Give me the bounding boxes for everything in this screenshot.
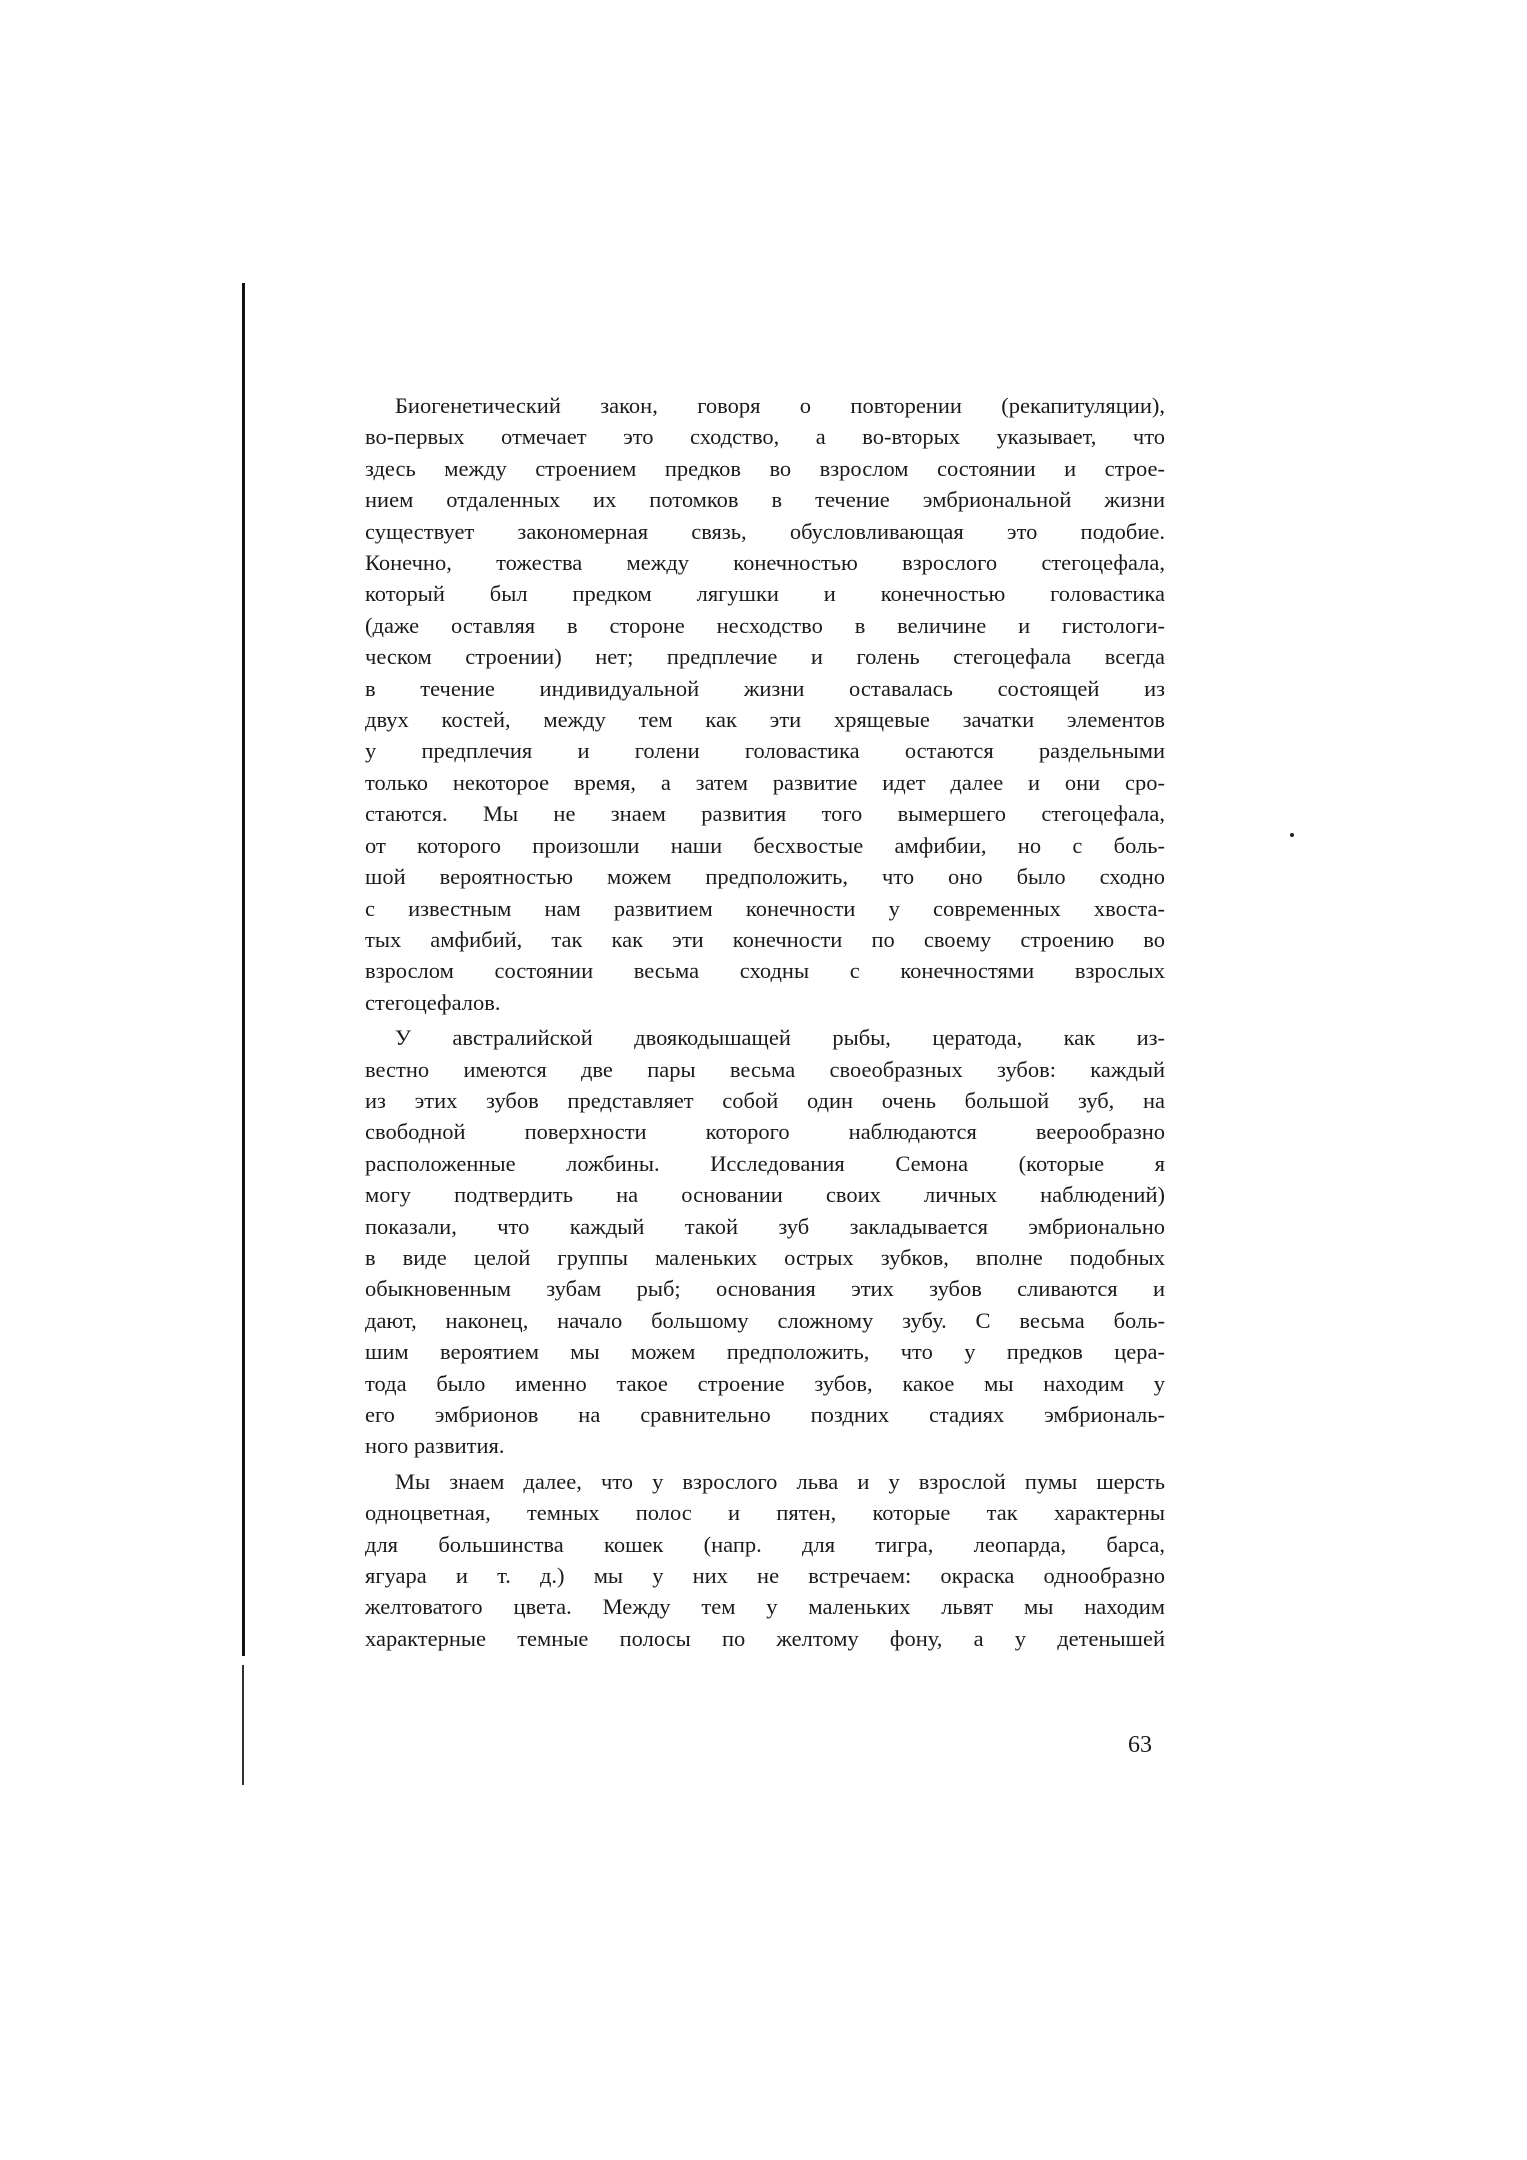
text-line: У австралийской двоякодышащей рыбы, цератода, как из- — [395, 1025, 1165, 1051]
text-line: стегоцефалов. — [365, 989, 501, 1015]
text-line: в течение индивидуальной жизни оставалась состоящей из — [365, 675, 1165, 701]
binding-edge-line-lower — [242, 1665, 244, 1785]
text-line: шой вероятностью можем предположить, что оно было сходно — [365, 864, 1165, 890]
text-line: двух костей, между тем как эти хрящевые зачатки элементов — [365, 707, 1165, 733]
text-line: ческом строении) нет; предплечие и голень стегоцефала всегда — [365, 644, 1165, 670]
text-line: могу подтвердить на основании своих личных наблюдений) — [365, 1182, 1165, 1208]
text-line: вестно имеются две пары весьма своеобразных зубов: каждый — [365, 1056, 1165, 1082]
text-line: существует закономерная связь, обусловливающая это подобие. — [365, 518, 1165, 544]
text-line: от которого произошли наши бесхвостые амфибии, но с боль- — [365, 832, 1165, 858]
text-line: дают, наконец, начало большому сложному зубу. С весьма боль- — [365, 1307, 1165, 1333]
text-line: только некоторое время, а затем развитие идет далее и они сро- — [365, 769, 1165, 795]
text-line: характерные темные полосы по желтому фону, а у детенышей — [365, 1625, 1165, 1651]
text-line: Биогенетический закон, говоря о повторении (рекапитуляции), — [395, 393, 1165, 418]
text-line: нием отдаленных их потомков в течение эмбриональной жизни — [365, 487, 1165, 513]
page-number: 63 — [1128, 1732, 1152, 1758]
text-line: который был предком лягушки и конечностью головастика — [365, 581, 1165, 607]
text-line: для большинства кошек (напр. для тигра, леопарда, барса, — [365, 1531, 1165, 1557]
paragraph-2 — [365, 1022, 1165, 1462]
print-speck — [1290, 833, 1294, 837]
body-text — [365, 390, 1165, 1658]
text-line: его эмбрионов на сравнительно поздних стадиях эмбриональ- — [365, 1402, 1165, 1427]
text-line: в виде целой группы маленьких острых зубков, вполне подобных — [365, 1244, 1165, 1270]
text-line: с известным нам развитием конечности у современных хвоста- — [365, 895, 1165, 921]
text-line: свободной поверхности которого наблюдаются веерообразно — [365, 1119, 1165, 1145]
text-line: тода было именно такое строение зубов, какое мы находим у — [365, 1370, 1165, 1396]
text-line: обыкновенным зубам рыб; основания этих зубов сливаются и — [365, 1276, 1165, 1302]
text-line: из этих зубов представляет собой один очень большой зуб, на — [365, 1087, 1165, 1113]
text-line: Мы знаем далее, что у взрослого льва и у взрослой пумы шерсть — [395, 1468, 1165, 1494]
text-line: взрослом состоянии весьма сходны с конечностями взрослых — [365, 958, 1165, 984]
text-line: (даже оставляя в стороне несходство в величине и гистологи- — [365, 612, 1165, 638]
text-line: ного развития. — [365, 1433, 505, 1459]
binding-edge-line — [242, 283, 245, 1656]
text-line: у предплечия и голени головастика остаются раздельными — [365, 738, 1165, 764]
text-line: стаются. Мы не знаем развития того вымершего стегоцефала, — [365, 801, 1165, 827]
text-line: одноцветная, темных полос и пятен, которые так характерны — [365, 1500, 1165, 1526]
text-line: ягуара и т. д.) мы у них не встречаем: окраска однообразно — [365, 1563, 1165, 1589]
text-line: Конечно, тожества между конечностью взрослого стегоцефала, — [365, 550, 1165, 576]
text-line: расположенные ложбины. Исследования Семона (которые я — [365, 1150, 1165, 1176]
text-line: желтоватого цвета. Между тем у маленьких львят мы находим — [365, 1594, 1165, 1620]
text-line: показали, что каждый такой зуб закладывается эмбрионально — [365, 1213, 1165, 1239]
text-line: здесь между строением предков во взрослом состоянии и строе- — [365, 455, 1165, 481]
text-line: тых амфибий, так как эти конечности по своему строению во — [365, 926, 1165, 952]
text-line: во-первых отмечает это сходство, а во-вторых указывает, что — [365, 424, 1165, 450]
text-line: шим вероятием мы можем предположить, что у предков цера- — [365, 1339, 1165, 1365]
paragraph-3 — [365, 1466, 1165, 1654]
paragraph-1 — [365, 390, 1165, 1018]
